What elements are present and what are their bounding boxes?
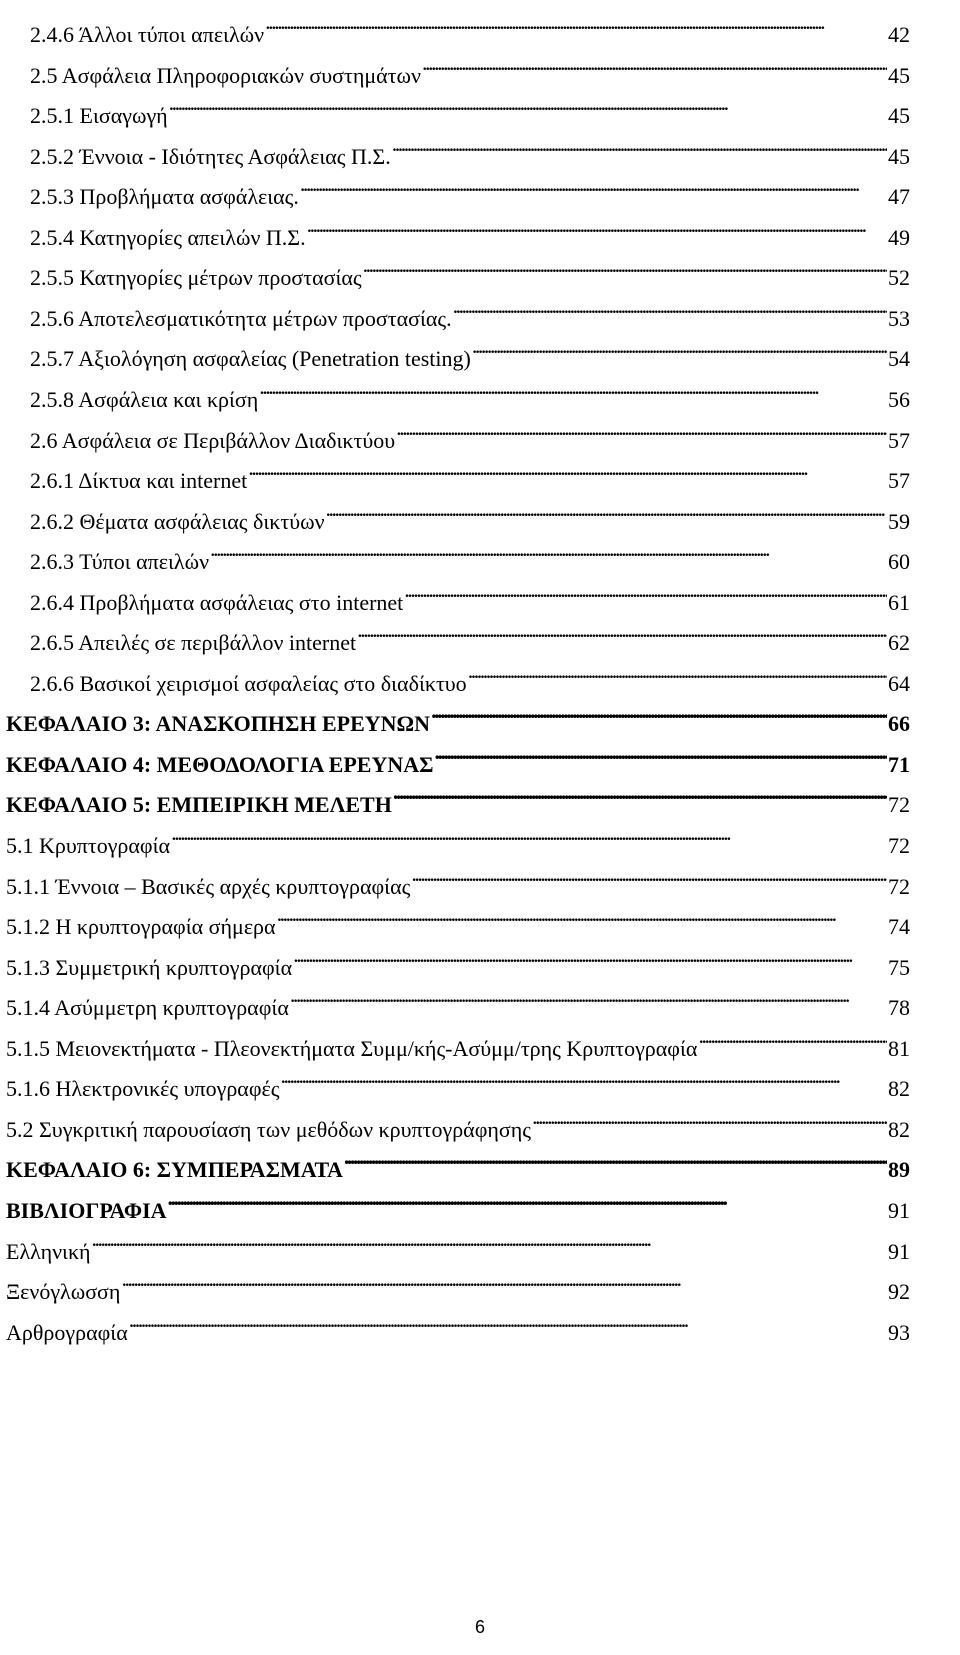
- toc-entry[interactable]: [6, 1056, 910, 1102]
- toc-dot-leader: [435, 732, 887, 772]
- toc-entry-page-number: 62: [888, 630, 910, 656]
- toc-entry[interactable]: [30, 2, 910, 47]
- toc-entry-page-number: 81: [888, 1035, 910, 1061]
- toc-entry-page-number: 45: [888, 62, 910, 88]
- toc-entry-title: 2.5.2 Έννοια - Ιδιότητες Ασφάλειας Π.Σ.: [30, 143, 391, 169]
- toc-entry-page-number: 89: [888, 1157, 910, 1183]
- toc-dot-leader: [168, 1178, 887, 1218]
- toc-entry-title: 2.6.5 Απειλές σε περιβάλλον internet: [30, 630, 357, 656]
- toc-entry-page-number: 56: [888, 386, 910, 412]
- toc-entry[interactable]: [30, 529, 910, 575]
- toc-entry-title: 2.5.6 Αποτελεσματικότητα μέτρων προστασίας.: [30, 305, 452, 331]
- toc-entry-page-number: 78: [888, 995, 910, 1021]
- toc-entry-page-number: 52: [888, 265, 910, 291]
- toc-entry-page-number: 53: [888, 305, 910, 331]
- toc-dot-leader: [472, 326, 887, 366]
- toc-entry-page-number: 45: [888, 143, 910, 169]
- toc-dot-leader: [210, 529, 887, 569]
- toc-entry[interactable]: [6, 1137, 910, 1183]
- toc-dot-leader: [265, 2, 887, 42]
- toc-dot-leader: [363, 245, 887, 285]
- toc-entry-title: Αρθρογραφία: [6, 1319, 128, 1345]
- toc-entry-title: 2.6.1 Δίκτυα και internet: [30, 468, 248, 494]
- toc-dot-leader: [532, 1097, 887, 1137]
- toc-entry-title: ΒΙΒΛΙΟΓΡΑΦΙΑ: [6, 1197, 167, 1223]
- toc-entry-page-number: 75: [888, 954, 910, 980]
- toc-dot-leader: [92, 1219, 887, 1259]
- toc-entry[interactable]: [30, 326, 910, 372]
- toc-dot-leader: [344, 1137, 887, 1177]
- toc-dot-leader: [307, 205, 887, 245]
- toc-entry-title: 2.5.5 Κατηγορίες μέτρων προστασίας: [30, 265, 362, 291]
- toc-entry-title: 5.1.6 Ηλεκτρονικές υπογραφές: [6, 1076, 280, 1102]
- toc-dot-leader: [453, 286, 887, 326]
- toc-entry-page-number: 60: [888, 549, 910, 575]
- toc-entry-page-number: 47: [888, 184, 910, 210]
- toc-entry[interactable]: [6, 1300, 910, 1345]
- toc-dot-leader: [422, 43, 887, 83]
- toc-entry[interactable]: [30, 408, 910, 453]
- toc-entry-title: 2.6 Ασφάλεια σε Περιβάλλον Διαδικτύου: [30, 427, 396, 453]
- toc-entry[interactable]: [30, 124, 910, 169]
- toc-entry[interactable]: [6, 1016, 910, 1061]
- toc-entry-title: 2.5 Ασφάλεια Πληροφοριακών συστημάτων: [30, 62, 421, 88]
- toc-dot-leader: [259, 367, 887, 407]
- toc-entry-page-number: 93: [888, 1319, 910, 1345]
- toc-entry[interactable]: [6, 975, 910, 1021]
- toc-dot-leader: [396, 408, 887, 448]
- toc-entry-title: Ξενόγλωσση: [6, 1279, 121, 1305]
- toc-dot-leader: [277, 894, 887, 934]
- toc-entry[interactable]: [6, 1178, 910, 1223]
- toc-entry-title: 2.5.7 Αξιολόγηση ασφαλείας (Penetration testing): [30, 346, 471, 372]
- toc-entry[interactable]: [6, 813, 910, 858]
- toc-dot-leader: [129, 1300, 887, 1340]
- toc-entry[interactable]: [30, 610, 910, 656]
- toc-dot-leader: [280, 1056, 887, 1096]
- toc-entry-page-number: 82: [888, 1076, 910, 1102]
- toc-entry[interactable]: [30, 570, 910, 615]
- toc-entry-title: ΚΕΦΑΛΑΙΟ 4: ΜΕΘΟΔΟΛΟΓΙΑ ΕΡΕΥΝΑΣ: [6, 751, 434, 777]
- toc-entry-page-number: 92: [888, 1279, 910, 1305]
- toc-entry-title: 2.5.1 Εισαγωγή: [30, 103, 168, 129]
- toc-dot-leader: [290, 975, 887, 1015]
- toc-entry-title: ΚΕΦΑΛΑΙΟ 6: ΣΥΜΠΕΡΑΣΜΑΤΑ: [6, 1157, 343, 1183]
- toc-entry-page-number: 42: [888, 22, 910, 47]
- toc-entry[interactable]: [6, 1259, 910, 1305]
- toc-entry[interactable]: [30, 83, 910, 129]
- toc-entry[interactable]: [6, 854, 910, 899]
- toc-dot-leader: [293, 935, 887, 975]
- toc-entry[interactable]: [30, 205, 910, 250]
- toc-dot-leader: [248, 448, 887, 488]
- toc-entry[interactable]: [30, 245, 910, 291]
- toc-entry-title: 2.5.8 Ασφάλεια και κρίση: [30, 386, 259, 412]
- toc-entry-page-number: 59: [888, 508, 910, 534]
- toc-entry-title: 5.1.5 Μειονεκτήματα - Πλεονεκτήματα Συμμ/κής-Ασύμμ/τρης Κρυπτογραφία: [6, 1035, 698, 1061]
- toc-entry-title: 5.1.1 Έννοια – Βασικές αρχές κρυπτογραφίας: [6, 873, 411, 899]
- toc-dot-leader: [357, 610, 887, 650]
- toc-entry-page-number: 54: [888, 346, 910, 372]
- toc-dot-leader: [326, 489, 887, 529]
- toc-entry[interactable]: [6, 772, 910, 818]
- toc-entry-title: 5.1 Κρυπτογραφία: [6, 833, 171, 858]
- toc-dot-leader: [411, 854, 887, 894]
- toc-entry-title: ΚΕΦΑΛΑΙΟ 3: ΑΝΑΣΚΟΠΗΣΗ ΕΡΕΥΝΩΝ: [6, 711, 431, 737]
- toc-entry-page-number: 71: [888, 751, 910, 777]
- toc-entry-page-number: 64: [888, 670, 910, 696]
- toc-dot-leader: [121, 1259, 887, 1299]
- toc-entry-title: 2.5.4 Κατηγορίες απειλών Π.Σ.: [30, 224, 306, 250]
- toc-dot-leader: [404, 570, 887, 610]
- page-number: 6: [474, 1617, 485, 1637]
- toc-dot-leader: [431, 691, 887, 731]
- toc-entry-title: 2.6.4 Προβλήματα ασφάλειας στο internet: [30, 589, 404, 615]
- toc-entry[interactable]: [30, 651, 910, 696]
- toc-entry[interactable]: [30, 367, 910, 412]
- toc-entry[interactable]: [30, 286, 910, 331]
- toc-entry-title: 5.2 Συγκριτική παρουσίαση των μεθόδων κρυπτογράφησης: [6, 1116, 531, 1142]
- toc-entry-title: 5.1.3 Συμμετρική κρυπτογραφία: [6, 954, 293, 980]
- toc-dot-leader: [171, 813, 887, 853]
- toc-entry[interactable]: [6, 691, 910, 737]
- toc-dot-leader: [698, 1016, 887, 1056]
- toc-entry[interactable]: [6, 732, 910, 777]
- toc-entry-page-number: 57: [888, 468, 910, 494]
- toc-entry-title: 5.1.4 Ασύμμετρη κρυπτογραφία: [6, 995, 289, 1021]
- toc-dot-leader: [468, 651, 887, 691]
- toc-entry-title: 2.6.3 Τύποι απειλών: [30, 549, 210, 575]
- toc-entry-page-number: 57: [888, 427, 910, 453]
- toc-entry-title: ΚΕΦΑΛΑΙΟ 5: ΕΜΠΕΙΡΙΚΗ ΜΕΛΕΤΗ: [6, 792, 392, 818]
- toc-entry-page-number: 91: [888, 1238, 910, 1264]
- toc-dot-leader: [392, 124, 887, 164]
- toc-entry-page-number: 49: [888, 224, 910, 250]
- toc-entry-page-number: 91: [888, 1197, 910, 1223]
- toc-entry-title: 5.1.2 Η κρυπτογραφία σήμερα: [6, 914, 276, 940]
- toc-entry-page-number: 72: [888, 833, 910, 858]
- toc-entry-title: 2.6.6 Βασικοί χειρισμοί ασφαλείας στο διαδίκτυο: [30, 670, 467, 696]
- toc-entry-page-number: 72: [888, 792, 910, 818]
- toc-entry[interactable]: [6, 1097, 910, 1142]
- toc-entry[interactable]: [6, 894, 910, 940]
- toc-entry[interactable]: [30, 164, 910, 210]
- toc-entry-page-number: 61: [888, 589, 910, 615]
- toc-dot-leader: [169, 83, 887, 123]
- toc-entry[interactable]: [30, 489, 910, 534]
- toc-entry[interactable]: [30, 43, 910, 88]
- toc-dot-leader: [300, 164, 887, 204]
- toc-entry-page-number: 82: [888, 1116, 910, 1142]
- toc-entry-title: 2.4.6 Άλλοι τύποι απειλών: [30, 22, 265, 47]
- toc-entry[interactable]: [6, 935, 910, 980]
- toc-entry-page-number: 45: [888, 103, 910, 129]
- toc-entry-title: Ελληνική: [6, 1238, 91, 1264]
- toc-entry-page-number: 74: [888, 914, 910, 940]
- toc-entry-title: 2.5.3 Προβλήματα ασφάλειας.: [30, 184, 299, 210]
- toc-entry[interactable]: [30, 448, 910, 494]
- toc-entry[interactable]: [6, 1219, 910, 1264]
- toc-entry-title: 2.6.2 Θέματα ασφάλειας δικτύων: [30, 508, 325, 534]
- toc-dot-leader: [393, 772, 887, 812]
- toc-entry-page-number: 72: [888, 873, 910, 899]
- toc-entry-page-number: 66: [888, 711, 910, 737]
